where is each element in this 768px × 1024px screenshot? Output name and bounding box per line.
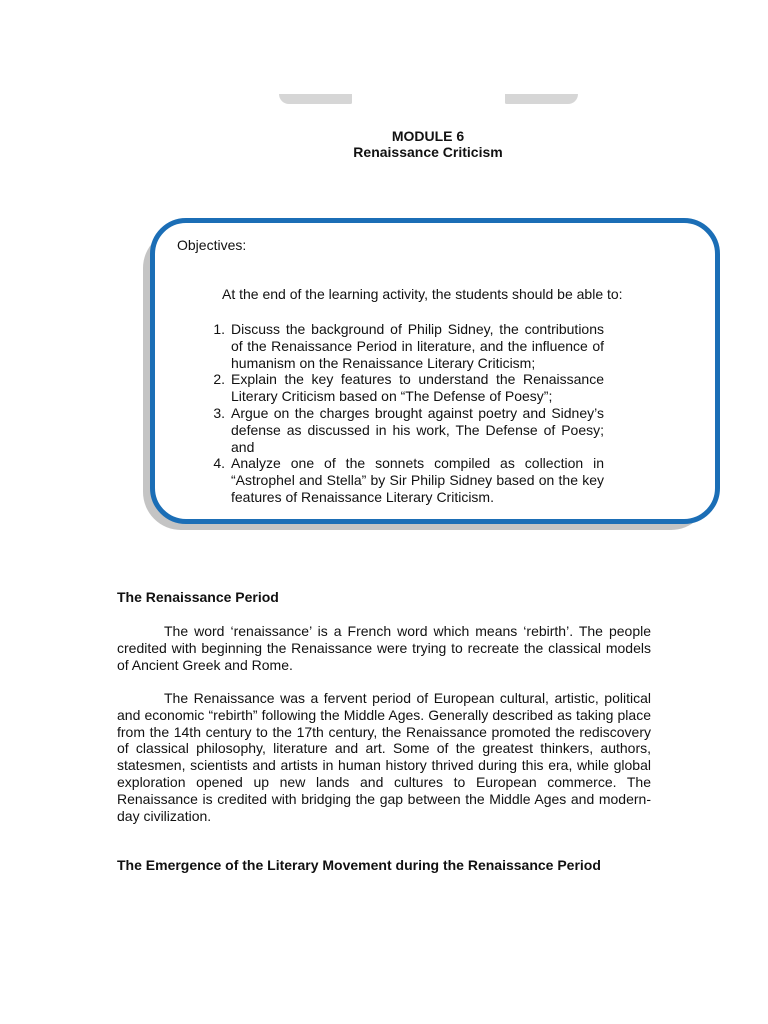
module-number: MODULE 6 (391, 128, 465, 144)
objectives-list (205, 321, 604, 506)
paragraph-renaissance-overview: The Renaissance was a fervent period of European cultural, artistic, political and economic “rebirth” following the Middle Ages. Generally described as taking place from the 14th century to the 17th century, the Renaissance promoted the rediscovery of classical philosophy, literature and art. Some of the greatest thinkers, authors, statesmen, scientists and artists in human history thrived during this era, while global exploration opened up new lands and cultures to European commerce. The Renaissance is credited with bridging the gap between the Middle Ages and modern-day civilization. (117, 690, 651, 824)
objective-number: 2. (213, 371, 225, 388)
objective-number: 1. (213, 321, 225, 337)
objectives-label: Objectives: (177, 237, 247, 253)
objective-text: Analyze one of the sonnets compiled as collection in “Astrophel and Stella” by Sir Philip Sidney based on the key features of Renaissance Literary Criticism. (231, 455, 604, 505)
header-decoration-right (505, 94, 578, 104)
objective-text: Argue on the charges brought against poetry and Sidney’s defense as discussed in his work, The Defense of Poesy; and (231, 404, 604, 455)
objective-number: 3. (213, 404, 225, 421)
objective-item (205, 371, 604, 405)
header-decoration-left (279, 94, 352, 104)
module-title: Renaissance Criticism (353, 144, 503, 160)
objective-item (205, 405, 604, 455)
section-title-literary-movement: The Emergence of the Literary Movement during the Renaissance Period (117, 857, 601, 873)
objective-text: Discuss the background of Philip Sidney, the contributions of the Renaissance Period in literature, and the influence of humanism on the Renaissance Literary Criticism; (231, 321, 604, 371)
objective-number: 4. (213, 455, 225, 472)
objective-text: Explain the key features to understand the Renaissance Literary Criticism based on “The Defense of Poesy”; (231, 371, 604, 405)
objectives-intro: At the end of the learning activity, the students should be able to: (222, 286, 623, 302)
paragraph-renaissance-definition: The word ‘renaissance’ is a French word which means ‘rebirth’. The people credited with beginning the Renaissance were trying to recreate the classical models of Ancient Greek and Rome. (117, 623, 651, 673)
module-heading (0, 128, 768, 160)
objective-item (205, 455, 604, 505)
objective-item (205, 321, 604, 371)
section-title-renaissance-period: The Renaissance Period (117, 589, 279, 605)
